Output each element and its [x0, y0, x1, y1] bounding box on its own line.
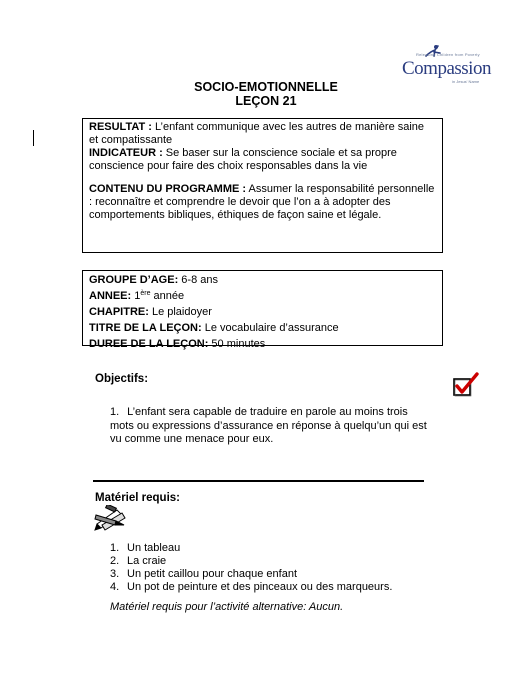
spacer [89, 173, 436, 183]
resultat-paragraph [89, 121, 436, 147]
groupe-row [89, 272, 436, 288]
contenu-text: Assumer la responsabilité personnelle : reconnaître et comprendre le devoir que l’on a à adopter des comportements bibliques, éthiques de façon saine et légale. [89, 183, 435, 221]
annee-label: ANNEE: [89, 290, 132, 302]
pencils-icon [94, 505, 128, 531]
list-item [110, 568, 392, 581]
contenu-label: CONTENU DU PROGRAMME : [89, 183, 247, 195]
indicateur-label: INDICATEUR : [89, 147, 163, 159]
annee-value-sup: ère [140, 290, 151, 297]
titre-value: Le vocabulaire d’assurance [201, 322, 339, 334]
list-item [110, 542, 392, 555]
materiel-heading: Matériel requis: [95, 492, 180, 504]
logo-wordmark: Compassion [402, 58, 491, 79]
list-item [110, 581, 392, 594]
groupe-value: 6-8 ans [178, 274, 218, 286]
list-text: Un pot de peinture et des pinceaux ou des marqueurs. [127, 581, 393, 593]
logo-tagline: Releasing Children from Poverty [416, 52, 480, 57]
list-number: 1. [110, 542, 120, 554]
text-cursor [33, 130, 34, 146]
list-number: 4. [110, 581, 120, 593]
resultat-label: RESULTAT : [89, 121, 152, 133]
materiel-list [110, 542, 392, 594]
logo-subline: in Jesus' Name [452, 79, 480, 84]
lesson-summary-box [82, 118, 443, 253]
annee-value-rest: année [150, 290, 185, 302]
lesson-details-box [82, 270, 443, 350]
lesson-number: LEÇON 21 [235, 94, 297, 108]
groupe-label: GROUPE D’AGE: [89, 274, 179, 286]
objectif-number: 1. [110, 406, 120, 418]
checkbox-check-icon [452, 372, 480, 398]
list-number: 3. [110, 568, 120, 580]
list-text: Un tableau [127, 542, 181, 554]
objectifs-heading: Objectifs: [95, 373, 149, 385]
horizontal-rule [93, 480, 424, 482]
list-text: La craie [127, 555, 167, 567]
chapitre-value: Le plaidoyer [148, 306, 212, 318]
list-number: 2. [110, 555, 120, 567]
alternative-materials-note: Matériel requis pour l’activité alternative: Aucun. [110, 601, 344, 613]
objectif-text: L’enfant sera capable de traduire en parole au moins trois mots ou expressions d’assurance en réponse à quelqu’un qui est vu comme une menace pour eux. [110, 406, 427, 445]
chapitre-label: CHAPITRE: [89, 306, 149, 318]
duree-row [89, 336, 436, 352]
annee-row [89, 288, 436, 304]
indicateur-paragraph [89, 147, 436, 173]
annee-value-num: 1 [131, 290, 141, 302]
chapitre-row [89, 304, 436, 320]
list-item [110, 555, 392, 568]
page-title: SOCIO-EMOTIONNELLE [194, 80, 338, 94]
indicateur-text: Se baser sur la conscience sociale et sa propre conscience pour faire des choix responsables dans la vie [89, 147, 397, 172]
titre-label: TITRE DE LA LEÇON: [89, 322, 202, 334]
list-text: Un petit caillou pour chaque enfant [127, 568, 298, 580]
objectif-item [110, 406, 428, 447]
contenu-paragraph [89, 183, 436, 222]
duree-label: DUREE DE LA LEÇON: [89, 338, 209, 350]
titre-row [89, 320, 436, 336]
duree-value: 50 minutes [208, 338, 266, 350]
resultat-text: L’enfant communique avec les autres de manière saine et compatissante [89, 121, 425, 146]
